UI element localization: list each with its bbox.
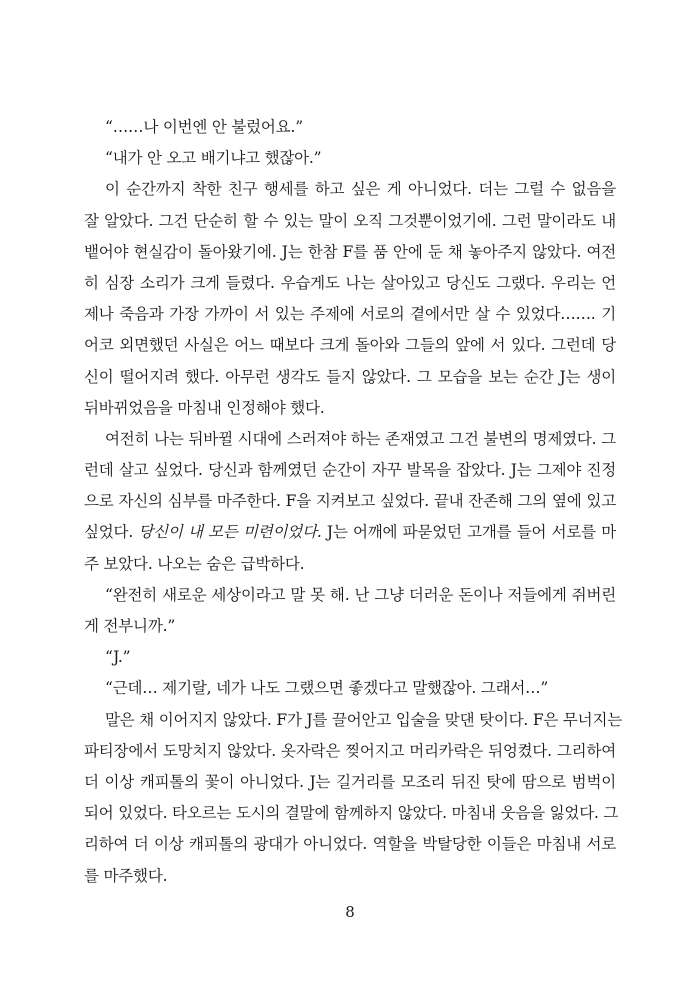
paragraph-line: 여전히 나는 뒤바뀔 시대에 스러져야 하는 존재였고 그건 불변의 명제였다. 그 bbox=[105, 429, 616, 448]
paragraph-line-with-italic bbox=[84, 517, 616, 548]
dialogue-line: “J.” bbox=[105, 648, 131, 667]
page-number: 8 bbox=[345, 903, 355, 921]
paragraph-line: 이 순간까지 착한 친구 행세를 하고 싶은 게 아니었다. 더는 그럴 수 없음을 bbox=[105, 180, 616, 199]
italic-text-run: 당신이 내 모든 미련이었다. bbox=[138, 523, 322, 542]
paragraph-line: 으로 자신의 심부를 마주한다. F을 지켜보고 싶었다. 끝내 잔존해 그의 옆에 있고 bbox=[84, 492, 616, 511]
paragraph-line: 어코 외면했던 사실은 어느 때보다 크게 돌아와 그들의 앞에 서 있다. 그런데 당 bbox=[84, 336, 616, 355]
paragraph-line: 를 마주했다. bbox=[84, 866, 168, 885]
paragraph-line: 런데 살고 싶었다. 당신과 함께였던 순간이 자꾸 발목을 잡았다. J는 그제야 진정 bbox=[84, 461, 616, 480]
dialogue-line: “……나 이번엔 안 불렀어요.” bbox=[105, 118, 303, 136]
paragraph-line: 주 보았다. 나오는 숨은 급박하다. bbox=[84, 554, 305, 573]
paragraph-line: 더 이상 캐피톨의 꽃이 아니었다. J는 길거리를 모조리 뒤진 탓에 땀으로 범벅이 bbox=[84, 772, 616, 791]
dialogue-line: “내가 안 오고 배기냐고 했잖아.” bbox=[105, 149, 322, 168]
paragraph-line: 제나 죽음과 가장 가까이 서 있는 주제에 서로의 곁에서만 살 수 있었다……. 기 bbox=[84, 305, 616, 324]
paragraph-line: 뱉어야 현실감이 돌아왔기에. J는 한참 F를 품 안에 둔 채 놓아주지 않았다. 여전 bbox=[84, 242, 616, 261]
dialogue-line: 게 전부니까.” bbox=[84, 617, 176, 635]
dialogue-line: “근데… 제기랄, 네가 나도 그랬으면 좋겠다고 말했잖아. 그래서…” bbox=[105, 679, 549, 698]
document-page bbox=[84, 112, 622, 892]
paragraph-line: 뒤바뀌었음을 마침내 인정해야 했다. bbox=[84, 398, 325, 417]
paragraph-line: 신이 떨어지려 했다. 아무런 생각도 들지 않았다. 그 모습을 보는 순간 J는 생이 bbox=[84, 367, 616, 386]
paragraph-line: 잘 알았다. 그건 단순히 할 수 있는 말이 오직 그것뿐이었기에. 그런 말이라도 내 bbox=[84, 211, 616, 230]
paragraph-line: 리하여 더 이상 캐피톨의 광대가 아니었다. 역할을 박탈당한 이들은 마침내 서로 bbox=[84, 835, 616, 854]
paragraph-line: 말은 채 이어지지 않았다. F가 J를 끌어안고 입술을 맞댄 탓이다. F은 무너지는 bbox=[105, 710, 622, 729]
text-run: J는 어깨에 파묻었던 고개를 들어 서로를 마 bbox=[321, 523, 616, 542]
text-run: 싶었다. bbox=[84, 523, 139, 542]
paragraph-line: 파티장에서 도망치지 않았다. 옷자락은 찢어지고 머리카락은 뒤엉켰다. 그리하여 bbox=[84, 741, 616, 760]
paragraph-line: 되어 있었다. 타오르는 도시의 결말에 함께하지 않았다. 마침내 웃음을 잃었다. 그 bbox=[84, 804, 619, 823]
dialogue-line: “완전히 새로운 세상이라고 말 못 해. 난 그냥 더러운 돈이나 저들에게 쥐버린 bbox=[105, 585, 616, 604]
paragraph-line: 히 심장 소리가 크게 들렸다. 우습게도 나는 살아있고 당신도 그랬다. 우리는 언 bbox=[84, 273, 616, 292]
